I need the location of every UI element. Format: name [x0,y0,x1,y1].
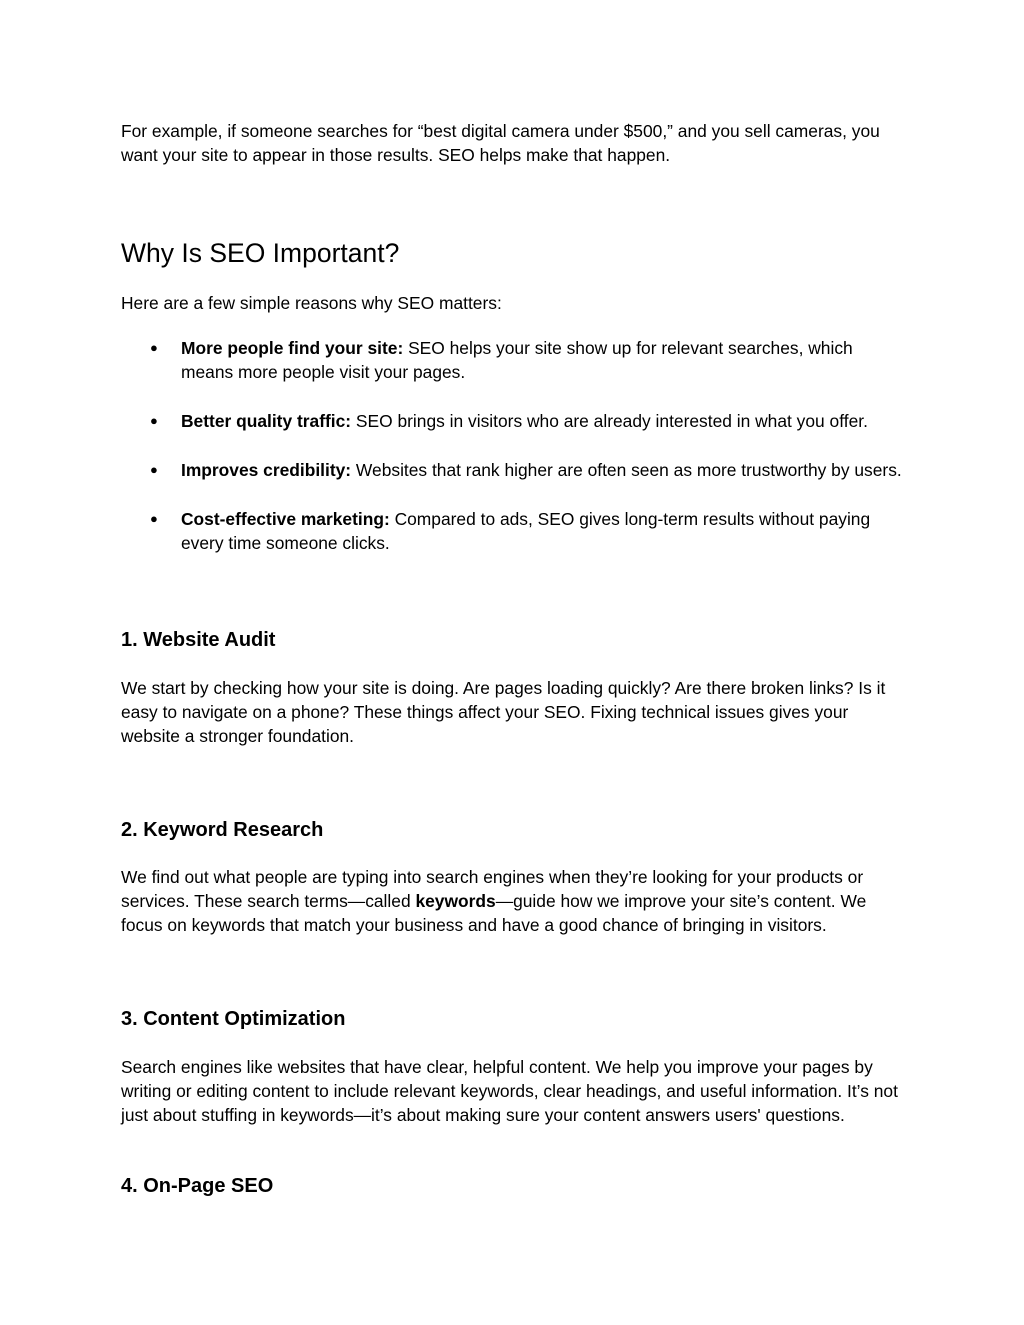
why-seo-heading: Why Is SEO Important? [121,238,400,268]
reason-text: SEO helps your site show up for relevant searches, which means more people visit your pages. [181,338,853,383]
reason-text: SEO brings in visitors who are already interested in what you offer. [351,411,868,431]
bullet-icon: ● [150,340,158,355]
reason-title: Improves credibility: [181,459,352,480]
section-body-content-optimization: Search engines like websites that have clear, helpful content. We help you improve your pages by writing or editing content to include relevant keywords, clear headings, and useful information. It’s not just about stuffing in keywords—it’s about making sure your content answers users' questions. [121,1057,898,1126]
intro-paragraph: For example, if someone searches for “best digital camera under $500,” and you sell cameras, you want your site to appear in those results. SEO helps make that happen. [121,121,880,166]
keyword-body-start: We find out what people are typing into search engines when they’re looking for your products or services. These search terms—called [121,867,864,912]
reason-item [121,336,907,384]
reason-text: Websites that rank higher are often seen as more trustworthy by users. [351,459,902,480]
section-heading-on-page-seo: 4. On-Page SEO [121,1175,274,1197]
section-heading-website-audit: 1. Website Audit [121,629,276,651]
reason-item [121,507,907,555]
bullet-icon: ● [150,413,158,428]
why-seo-lead: Here are a few simple reasons why SEO matters: [121,293,502,313]
keyword-body-end: —guide how we improve your site’s content. We focus on keywords that match your business and have a good chance of bringing in visitors. [121,891,867,936]
bullet-icon: ● [150,461,158,477]
reason-title: More people find your site: [181,338,404,358]
reasons-list [121,336,907,580]
reason-title: Better quality traffic: [181,411,352,431]
bullet-icon: ● [150,510,158,526]
section-body-website-audit: We start by checking how your site is doing. Are pages loading quickly? Are there broken links? Is it easy to navigate on a phone? These things affect your SEO. Fixing technical issues gives your website a stronger foundation. [121,678,886,747]
reason-item [121,458,907,482]
section-heading-keyword-research: 2. Keyword Research [121,819,324,841]
section-heading-content-optimization: 3. Content Optimization [121,1008,346,1030]
keyword-term: keywords [415,891,496,912]
reason-text: Compared to ads, SEO gives long-term results without paying every time someone clicks. [181,508,871,553]
reason-item [121,409,907,433]
section-body-keyword-research [121,865,907,938]
reason-title: Cost-effective marketing: [181,508,390,529]
